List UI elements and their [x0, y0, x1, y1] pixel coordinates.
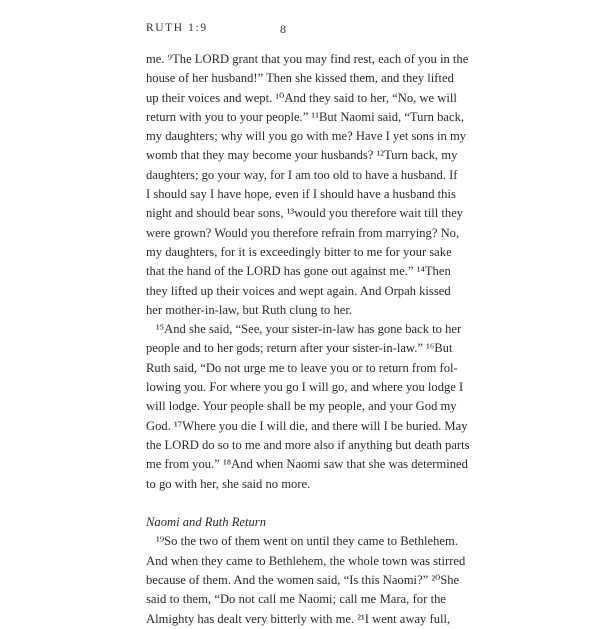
- text-line: were grown? Would you therefore refrain from marrying? No,: [146, 225, 460, 240]
- text-line: Ruth said, “Do not urge me to leave you or to return from fol-: [146, 360, 458, 375]
- text-line: they lifted up their voices and wept again. And Orpah kissed: [146, 283, 451, 298]
- text-line: house of her husband!” Then she kissed them, and they lifted: [146, 71, 454, 86]
- section-gap: [146, 494, 446, 513]
- text-line: her mother-in-law, but Ruth clung to her.: [146, 302, 352, 317]
- page-number: 8: [280, 22, 286, 36]
- text-line: And when they came to Bethlehem, the whole town was stirred: [146, 553, 466, 568]
- text-line: because of them. And the women said, “Is this Naomi?” ²⁰She: [146, 573, 460, 588]
- text-line: the LORD do so to me and more also if anything but death parts: [146, 437, 470, 452]
- text-line: that the hand of the LORD has gone out against me.” ¹⁴Then: [146, 264, 451, 279]
- text-line: my daughters, for it is exceedingly bitter to me for your sake: [146, 244, 452, 259]
- text-line: God. ¹⁷Where you die I will die, and there will I be buried. May: [146, 418, 468, 433]
- text-line: to go with her, she said no more.: [146, 476, 311, 491]
- text-line: up their voices and wept. ¹⁰And they said to her, “No, we will: [146, 90, 457, 105]
- text-line: me. ⁹The LORD grant that you may find rest, each of you in the: [146, 52, 469, 66]
- text-line: ¹⁹So the two of them went on until they came to Bethlehem.: [156, 534, 458, 549]
- text-line: return with you to your people.” ¹¹But Naomi said, “Turn back,: [146, 109, 465, 124]
- text-line: daughters; go your way, for I am too old to have a husband. If: [146, 167, 458, 182]
- text-line: people and to her gods; return after your sister-in-law.” ¹⁶But: [146, 341, 453, 356]
- text-line: lowing you. For where you go I will go, and where you lodge I: [146, 380, 464, 395]
- text-line: night and should bear sons, ¹³would you therefore wait till they: [146, 206, 464, 221]
- text-line: will lodge. Your people shall be my people, and your God my: [146, 399, 457, 414]
- text-line: Almighty has dealt very bitterly with me. ²¹I went away full,: [146, 611, 451, 626]
- running-head: [146, 22, 446, 38]
- text-line: my daughters; why will you go with me? Have I yet sons in my: [146, 129, 467, 144]
- chapter-verse-reference: RUTH 1:9: [146, 22, 208, 34]
- text-line: womb that they may become your husbands? ¹²Turn back, my: [146, 148, 458, 163]
- text-paragraphs-1: [146, 50, 470, 494]
- scripture-text: [146, 50, 470, 629]
- text-line: I should say I have hope, even if I should have a husband this: [146, 187, 456, 202]
- text-paragraphs-2: [146, 532, 466, 628]
- text-line: said to them, “Do not call me Naomi; call me Mara, for the: [146, 592, 446, 607]
- text-line: me from you.” ¹⁸And when Naomi saw that she was determined: [146, 457, 468, 472]
- text-line: ¹⁵And she said, “See, your sister-in-law has gone back to her: [156, 322, 462, 337]
- section-heading: Naomi and Ruth Return: [146, 515, 266, 530]
